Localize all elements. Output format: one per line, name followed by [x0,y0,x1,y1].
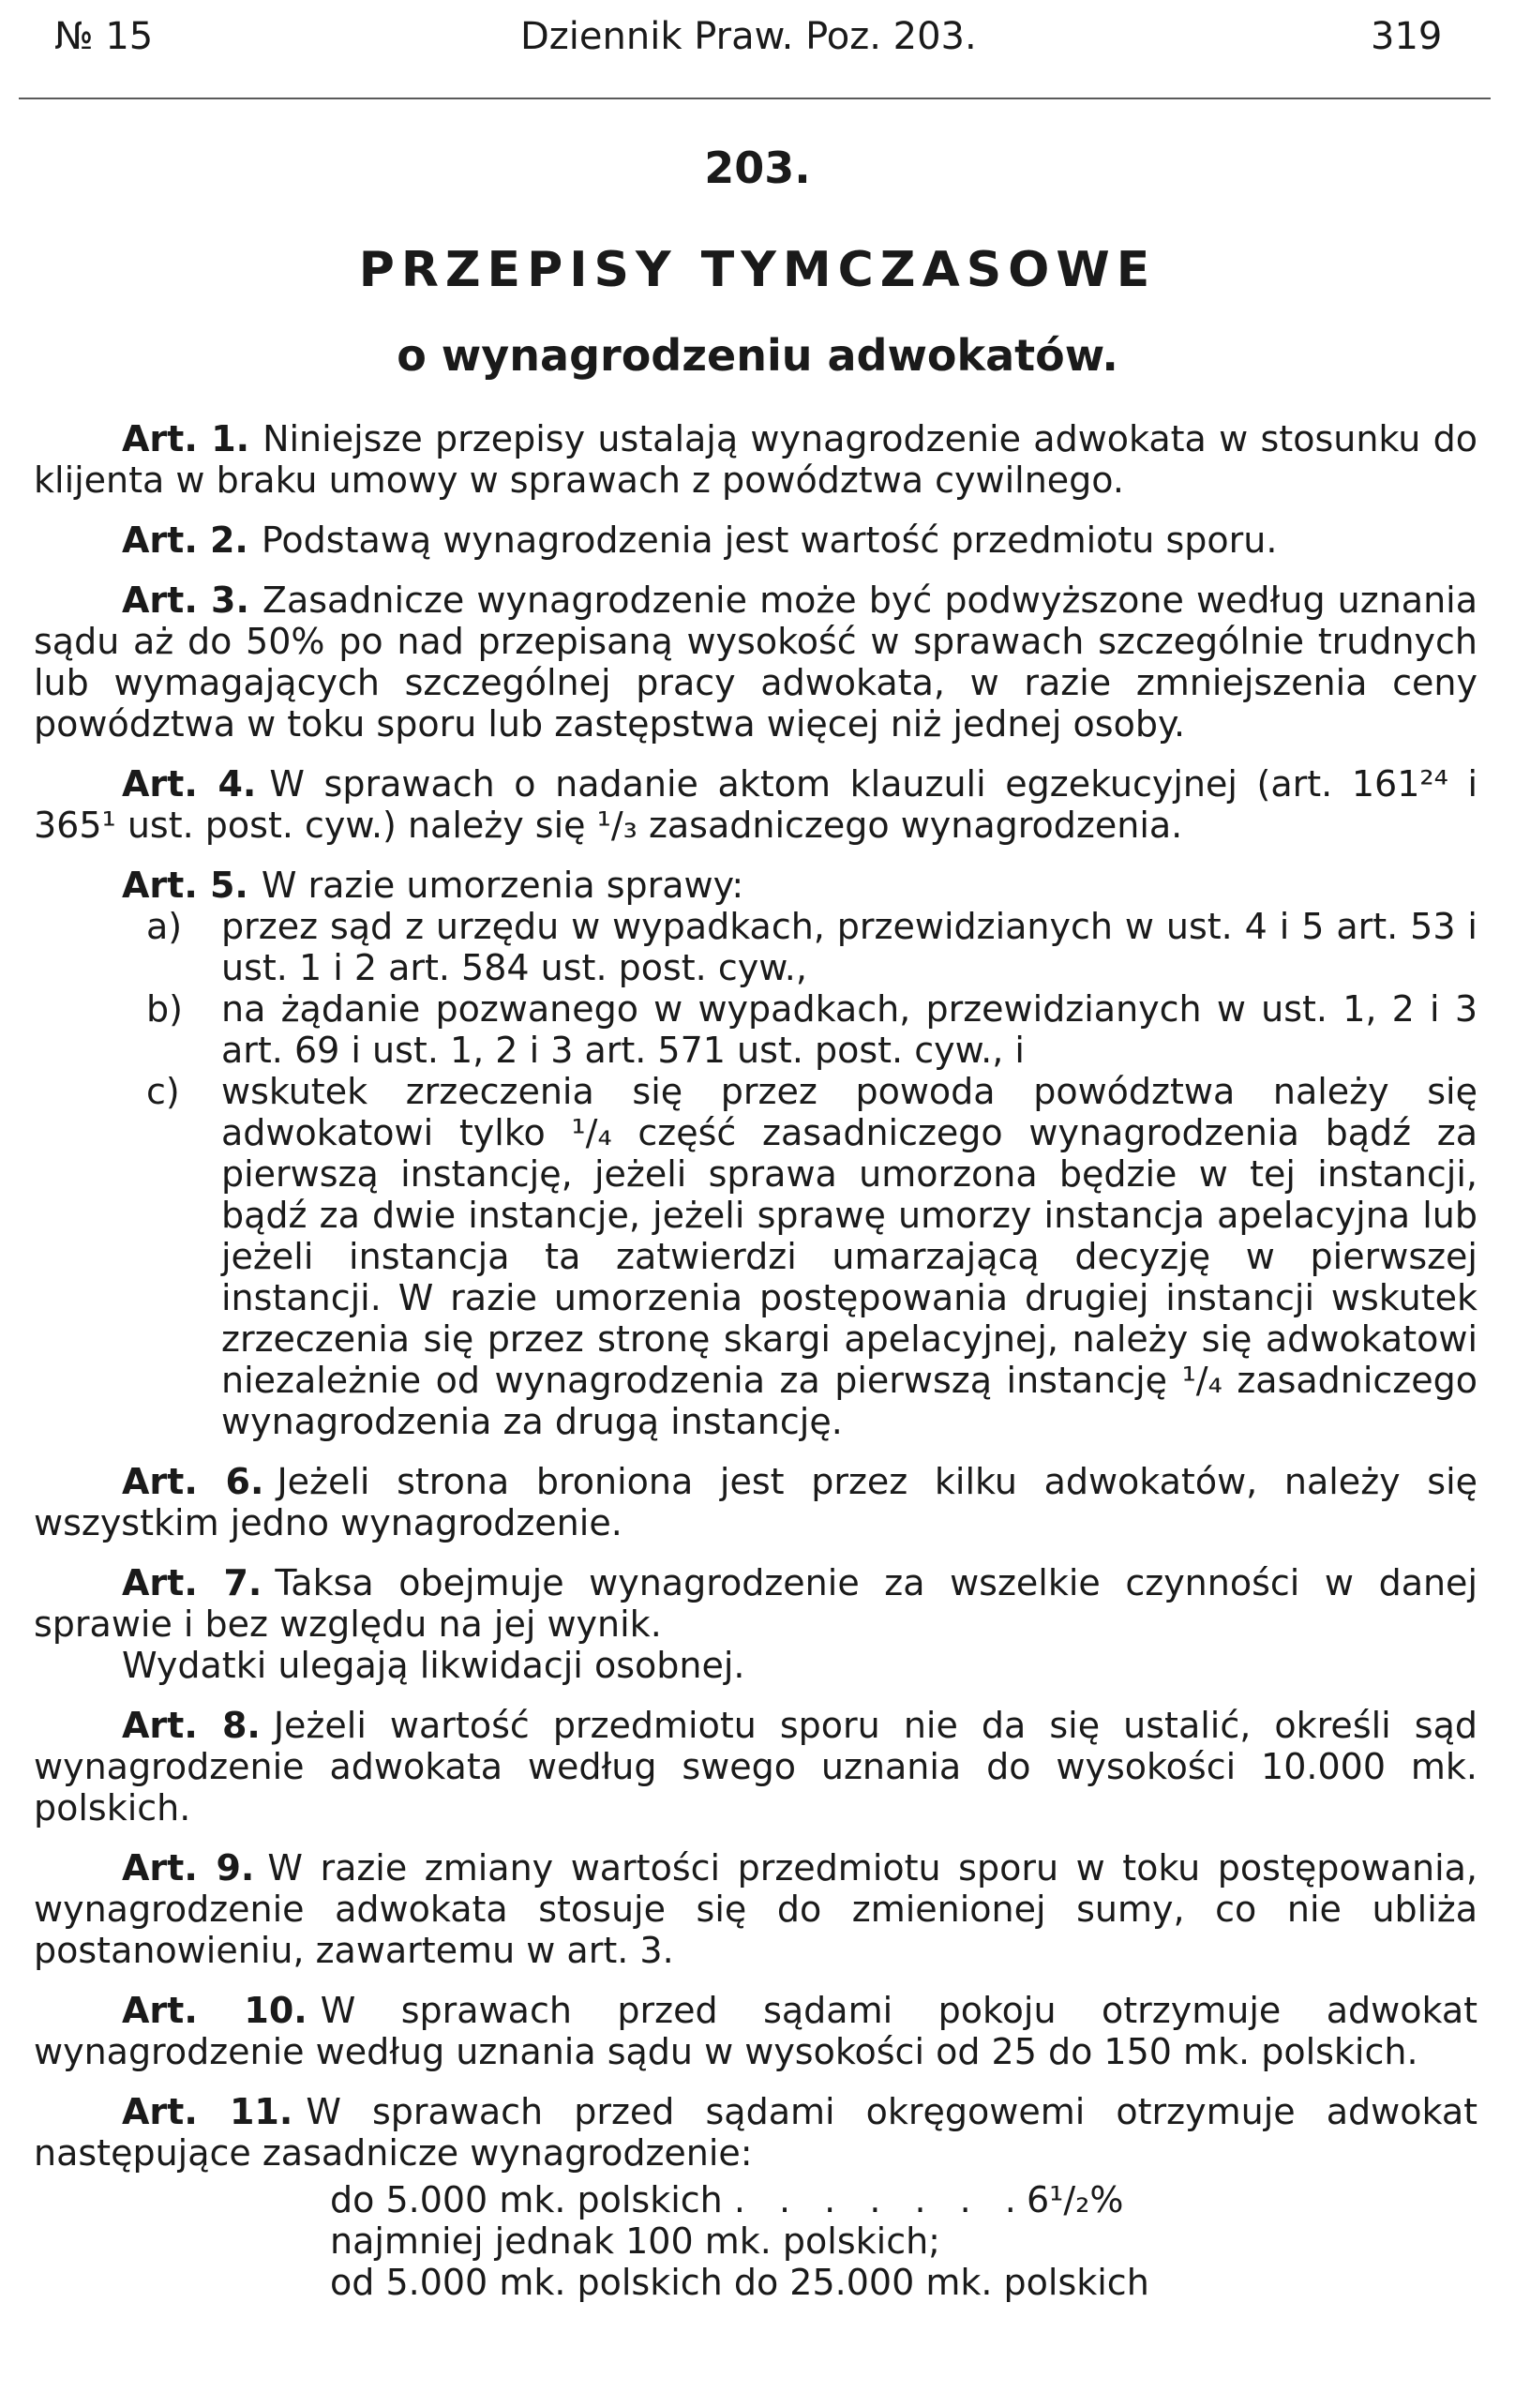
item-letter: b) [146,988,183,1030]
article-5 [34,865,1478,1442]
article-text: Zasadnicze wynagrodzenie może być podwyższone według uznania sądu aż do 50% po nad przepisaną wysokość w sprawach szczególnie trudnych lub wymagających szczególnej pracy adwokata, w razie zmniejszenia ceny powództwa w toku sporu lub zastępstwa więcej niż jednej osoby. [34,579,1478,745]
article-11 [34,2091,1478,2303]
article-continuation: Wydatki ulegają likwidacji osobnej. [122,1645,745,1686]
document-title: PRZEPISY TYMCZASOWE [358,242,1157,298]
article-8 [34,1705,1478,1829]
page-number: 319 [1371,15,1443,58]
article-text: W razie zmiany wartości przedmiotu sporu w toku postępowania, wynagrodzenie adwokata stosuje się do zmienionej sumy, co nie ubliża postanowieniu, zawartemu w art. 3. [34,1847,1478,1971]
article-label: Art. 5. [122,865,248,906]
article-text: Jeżeli wartość przedmiotu sporu nie da się ustalić, określi sąd wynagrodzenie adwokata według swego uznania do wysokości 10.000 mk. polskich. [34,1705,1478,1829]
article-3 [34,579,1478,745]
article-label: Art. 10. [122,1990,308,2031]
article-7 [34,1562,1478,1686]
item-text: wskutek zrzeczenia się przez powoda powództwa należy się adwokatowi tylko ¹/₄ część zasadniczego wynagrodzenia bądź za pierwszą instancję, jeżeli sprawa umorzona będzie w tej instancji, bądź za dwie instancje, jeżeli sprawę umorzy instancja apelacyjna lub jeżeli instancja ta zatwierdzi umarzającą decyzję w pierwszej instancji. W razie umorzenia postępowania drugiej instancji wskutek zrzeczenia się przez stronę skargi apelacyjnej, należy się adwokatowi niezależnie od wynagrodzenia za pierwszą instancję ¹/₄ zasadniczego wynagrodzenia za drugą instancję. [221,1071,1478,1442]
running-header [0,8,1515,64]
list-item-a [128,906,1478,988]
item-text: przez sąd z urzędu w wypadkach, przewidzianych w ust. 4 i 5 art. 53 i ust. 1 i 2 art. 584 ust. post. cyw., [221,906,1478,988]
tariff-row: najmniej jednak 100 mk. polskich; [330,2220,940,2262]
list-item-b [128,988,1478,1071]
issue-number: № 15 [54,15,154,58]
tariff-table [330,2179,1478,2303]
journal-reference: Dziennik Praw. Poz. 203. [520,15,977,58]
article-10 [34,1990,1478,2072]
article-label: Art. 3. [122,579,249,621]
tariff-leader-dots: . . . . . . . [733,2179,1028,2220]
article-text: Niniejsze przepisy ustalają wynagrodzenie adwokata w stosunku do klijenta w braku umowy w sprawach z powództwa cywilnego. [34,418,1478,501]
item-text: na żądanie pozwanego w wypadkach, przewidzianych w ust. 1, 2 i 3 art. 69 i ust. 1, 2 i 3 art. 571 ust. post. cyw., i [221,988,1478,1071]
article-label: Art. 9. [122,1847,255,1889]
article-5-list [128,906,1478,1442]
tariff-range: do 5.000 mk. polskich [330,2179,723,2220]
tariff-rate: 6¹/₂% [1026,2179,1124,2220]
article-6 [34,1461,1478,1543]
article-text: W razie umorzenia sprawy: [261,865,744,906]
article-text: W sprawach przed sądami okręgowemi otrzymuje adwokat następujące zasadnicze wynagrodzenie: [34,2091,1478,2174]
tariff-row [330,2179,1478,2220]
item-letter: c) [146,1071,180,1112]
article-text: Jeżeli strona broniona jest przez kilku adwokatów, należy się wszystkim jedno wynagrodzenie. [34,1461,1478,1543]
article-label: Art. 6. [122,1461,264,1502]
document-number: 203. [704,143,811,193]
article-2 [34,519,1478,561]
article-text: W sprawach o nadanie aktom klauzuli egzekucyjnej (art. 161²⁴ i 365¹ ust. post. cyw.) należy się ¹/₃ zasadniczego wynagrodzenia. [34,763,1478,846]
list-item-c [128,1071,1478,1442]
article-label: Art. 4. [122,763,257,805]
document-subtitle: o wynagrodzeniu adwokatów. [397,330,1118,381]
header-rule [19,98,1491,99]
article-4 [34,763,1478,846]
article-9 [34,1847,1478,1971]
article-label: Art. 2. [122,519,248,561]
article-label: Art. 7. [122,1562,262,1603]
article-label: Art. 8. [122,1705,261,1746]
article-text: W sprawach przed sądami pokoju otrzymuje adwokat wynagrodzenie według uznania sądu w wysokości od 25 do 150 mk. polskich. [34,1990,1478,2072]
article-text: Podstawą wynagrodzenia jest wartość przedmiotu sporu. [261,519,1278,561]
document-body [34,418,1478,2322]
tariff-row: od 5.000 mk. polskich do 25.000 mk. polskich [330,2262,1149,2303]
article-label: Art. 1. [122,418,250,459]
item-letter: a) [146,906,183,947]
article-label: Art. 11. [122,2091,293,2132]
article-1 [34,418,1478,501]
article-text: Taksa obejmuje wynagrodzenie za wszelkie czynności w danej sprawie i bez względu na jej wynik. [34,1562,1478,1645]
